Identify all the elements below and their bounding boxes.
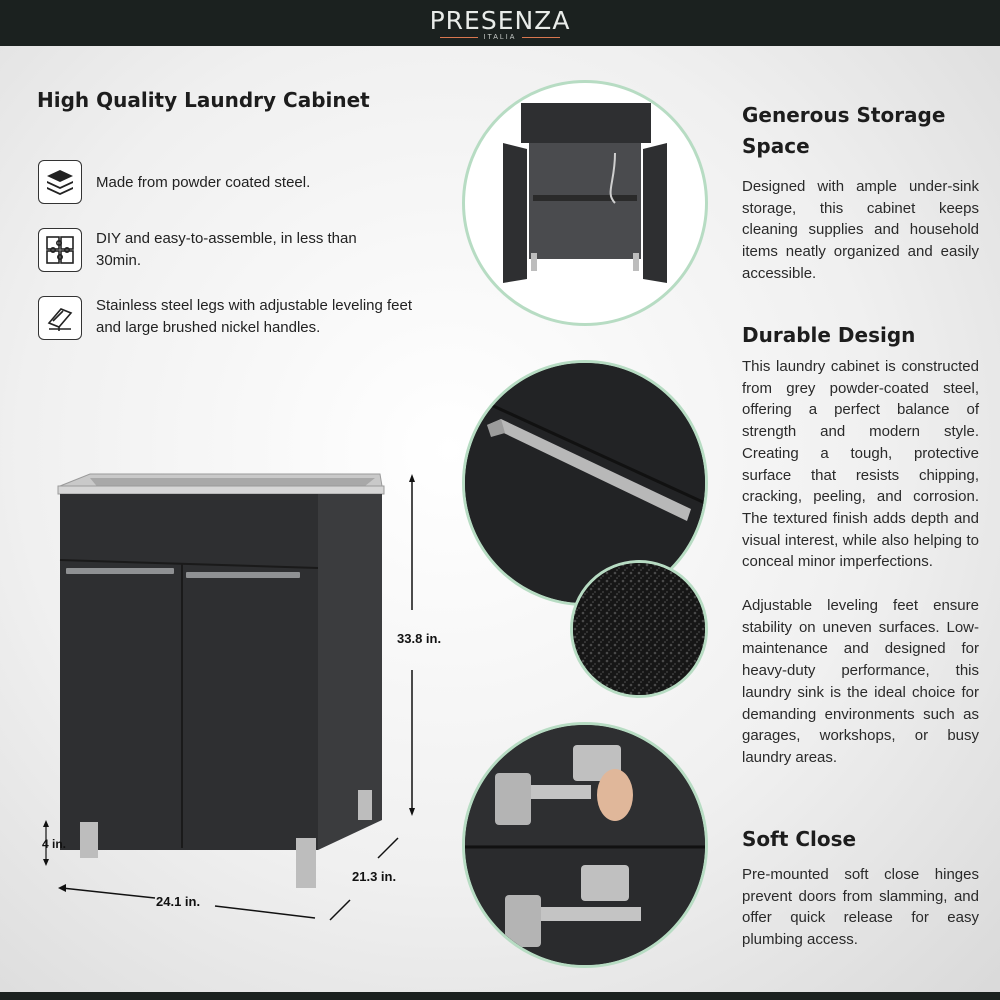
open-cabinet-photo <box>462 80 708 326</box>
section-title-storage: Generous Storage Space <box>742 103 946 158</box>
main-title: High Quality Laundry Cabinet <box>37 88 370 112</box>
layers-icon <box>38 160 82 204</box>
section-body-durable: This laundry cabinet is constructed from grey powder-coated steel, offering a perfect balance of strength and modern style. Creating a tough, protective surface that resists chipping, cracking, peeling, and corrosion. The textured finish adds depth and visual interest, while also helping to conceal minor imperfections. <box>742 358 979 571</box>
section-title-durable: Durable Design <box>742 323 916 347</box>
feature-text-3: Stainless steel legs with adjustable leveling feet and large brushed nickel handles. <box>96 297 413 336</box>
hinge-closeup-photo <box>462 722 708 968</box>
brand-sub: ITALIA <box>483 34 517 41</box>
bottom-bar <box>0 992 1000 1000</box>
dimension-depth: 21.3 in. <box>352 869 397 884</box>
leveling-leg-icon <box>38 296 82 340</box>
section-body-softclose: Pre-mounted soft close hinges prevent doors from slamming, and offer quick release for easy plumbing access. <box>742 866 979 949</box>
brand-sub-wrap <box>0 34 1000 41</box>
cabinet-illustration <box>30 460 470 930</box>
section-body-storage: Designed with ample under-sink storage, this cabinet keeps cleaning supplies and household items neatly organized and easily accessible. <box>742 178 979 282</box>
puzzle-icon <box>38 228 82 272</box>
texture-closeup-photo <box>570 560 708 698</box>
brand-bar <box>0 0 1000 46</box>
dimension-leg: 4 in. <box>42 837 67 851</box>
brand-line-right <box>522 37 560 38</box>
dimension-height: 33.8 in. <box>397 631 442 646</box>
section-body-durable-2: Adjustable leveling feet ensure stability on uneven surfaces. Low-maintenance and designed for heavy-duty performance, this laundry sink is the ideal choice for demanding environments such as garages, workshops, or busy laundry areas. <box>742 597 979 766</box>
feature-text-1: Made from powder coated steel. <box>96 174 311 191</box>
brand-logo: PRESENZA <box>429 6 571 35</box>
section-title-softclose: Soft Close <box>742 827 857 851</box>
brand-line-left <box>440 37 478 38</box>
dimension-width: 24.1 in. <box>156 894 201 909</box>
feature-text-2: DIY and easy-to-assemble, in less than 30min. <box>96 230 357 269</box>
